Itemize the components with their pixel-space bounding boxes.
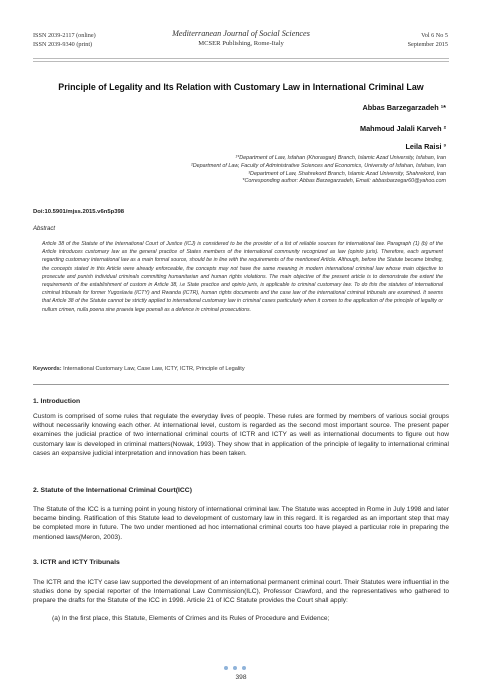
section-heading-icc-statute: 2. Statute of the International Criminal Court(ICC): [33, 487, 192, 494]
header-rule-bottom: [33, 61, 449, 62]
doi: Doi:10.5901/mjss.2015.v6n5p398: [33, 209, 125, 215]
issn-online: ISSN 2039-2117 (online): [33, 32, 96, 39]
corresponding-author: *Corresponding author: Abbas Barzegarzadeh, Email: abbasbarzegar60@yahoo.com: [242, 178, 446, 185]
issn-print: ISSN 2039-9340 (print): [33, 41, 93, 48]
keywords: [33, 366, 444, 372]
volume: Vol 6 No 5: [421, 32, 448, 39]
affiliation-2: ²Department of Law, Faculty of Administrative Sciences and Economics, University of Isfahan, Isfahan, Iran: [190, 162, 446, 169]
section-text-ictr-icty: The ICTR and the ICTY case law supported the development of an international permanent criminal court. Their Statutes were influential in the studies done by special reporter of the International Law Commission(ILC), Professor Crawford, and the representatives who gathered to prepare the drafts for the Statute of the ICC in 1998. Article 21 of ICC Statute provides the Court shall apply:: [33, 579, 449, 605]
journal-name: Mediterranean Journal of Social Sciences: [172, 29, 310, 38]
page-dots-ornament: [224, 666, 246, 670]
abstract-heading: Abstract: [33, 226, 56, 232]
article-title: Principle of Legality and Its Relation with Customary Law in International Criminal Law: [58, 82, 424, 92]
ornament-dot: [233, 666, 237, 670]
author-2: Mahmoud Jalali Karveh ²: [360, 124, 446, 133]
section-text-introduction: Custom is comprised of some rules that regulate the everyday lives of people. These rules are formed by members of various social groups without necessarily knowing each other. At international level, custom is regarded as the second most important source. The present paper examines the judicial practice of two international criminal courts of ICTR and ICTY as well as international documents to figure out how customary law is developed in criminal matters(Nowak, 1993). They show that in application of the principle of legality to international criminal cases an expansive judicial interpretation and innovation has been taken.: [33, 413, 449, 457]
publisher: MCSER Publishing, Rome-Italy: [198, 40, 284, 47]
keywords-label: Keywords:: [33, 366, 62, 372]
section-divider: [33, 384, 449, 385]
affiliation-3: ³Department of Law, Shahrekord Branch, Islamic Azad University, Shahrekord, Iran: [248, 170, 446, 177]
abstract-text: Article 38 of the Statute of the International Court of Justice (ICJ) is considered to be the provider of a list of reliable sources for international law. Paragraph (1) (b) of the Article introduces customary law as the general practice of States members of the international community recognized as law (opinio juris). Therefore, each argument regarding customary international law as a main formal source, should be in line with the requirements of the mentioned Article. Although, before the Statute became binding, the concepts stated in this Article were already enforceable, the concepts may not have the same meaning in modern international criminal law whose main objective to prosecute and punish individual criminals committing humanitarian and human rights violations. The main objective of the present article is to demonstrate the extent the requirements of the establishment of custom in Article 38, i.e State practice and opinio juris, is applicable to criminal customary law. To do this the statutes of international criminal tribunals for former Yugoslavia (ICTY) and Rwanda (ICTR), human rights documents and the case law of the international criminal tribunals are examined. It seems that Article 38 of the Statute cannot be strictly applied to international customary law in criminal cases particularly when it comes to the application of the principle of legality or nullum crimen, nulla poena sine praevia lege poenali as a defence in criminal prosecutions.: [42, 241, 443, 313]
affiliations: [191, 155, 446, 186]
affiliation-1: ¹*Department of Law, Isfahan (Khorasgan) Branch, Islamic Azad University, Isfahan, Iran: [235, 155, 446, 161]
page-number: 398: [235, 674, 247, 681]
author-3: Leila Raisi ³: [405, 142, 446, 151]
issue-date: September 2015: [407, 41, 448, 48]
header-volume: [408, 31, 448, 49]
keywords-list: International Customary Law, Case Law, ICTY, ICTR, Principle of Legality: [63, 366, 245, 372]
ornament-dot: [242, 666, 246, 670]
section-heading-introduction: 1. Introduction: [33, 398, 81, 405]
author-1: Abbas Barzegarzadeh ¹*: [362, 103, 446, 112]
list-item-a: (a) In the first place, this Statute, Elements of Crimes and its Rules of Procedure and Evidence;: [52, 615, 330, 622]
header-rule-top: [33, 58, 449, 59]
section-text-icc-statute: The Statute of the ICC is a turning point in young history of international criminal law. The Statute was accepted in Rome in July 1998 and later became binding. Ratification of this Statute lead to development of customary law in this regard. It is regarded as an important step that may be completed more in future. The two under mentioned ad hoc international criminal courts too have played a particular role in preparing the mentioned laws(Meron, 2003).: [33, 506, 449, 541]
section-heading-ictr-icty: 3. ICTR and ICTY Tribunals: [33, 559, 120, 566]
ornament-dot: [224, 666, 228, 670]
